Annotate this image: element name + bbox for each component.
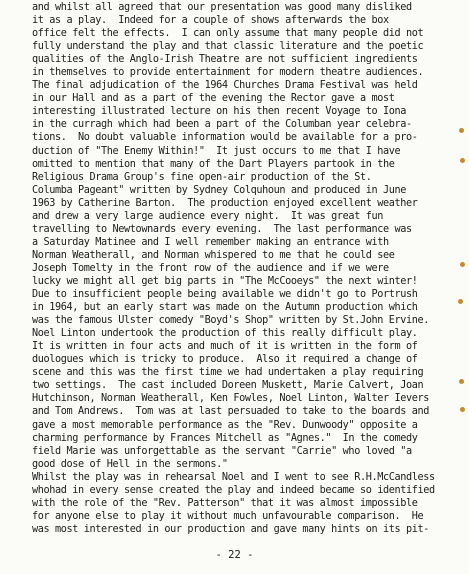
text-line: and whilst all agreed that our presentation was good many disliked: [32, 2, 412, 13]
text-line: Due to insufficient people being available we didn't go to Portrush: [32, 289, 418, 301]
text-line: tions. No doubt valuable information would be available for a pro-: [32, 132, 418, 144]
punch-hole-mark: [459, 128, 464, 133]
text-line: in our Hall and as a part of the evening the Rector gave a most: [32, 93, 395, 105]
text-line: qualities of the Anglo-Irish Theatre are not sufficient ingredients: [32, 54, 418, 66]
text-line: Joseph Tomelty in the front row of the audience and if we were: [32, 262, 389, 274]
text-line: in the curragh which had been a part of the Columban year celebra-: [32, 119, 412, 131]
text-line: Columba Pageant" written by Sydney Colquhoun and produced in June: [32, 184, 406, 196]
text-line: fully understand the play and that classic literature and the poetic: [32, 41, 424, 53]
text-line: it as a play. Indeed for a couple of shows afterwards the box: [32, 15, 389, 27]
page-number: - 22 -: [215, 549, 254, 561]
document-body: [32, 1, 462, 536]
text-line: a Saturday Matinee and I well remember making an entrance with: [32, 236, 389, 248]
text-line: whohad in every sense created the play and indeed became so identified: [32, 484, 435, 496]
text-line: for anyone else to play it without much unfavourable comparison. He: [32, 510, 424, 522]
text-line: The final adjudication of the 1964 Churches Drama Festival was held: [32, 80, 418, 92]
text-line: good dose of Hell in the sermons.": [32, 458, 228, 470]
text-line: Noel Linton undertook the production of this really difficult play.: [32, 328, 418, 340]
text-line: It is written in four acts and much of it is written in the form of: [32, 341, 418, 353]
text-line: 1963 by Catherine Barton. The production enjoyed excellent weather: [32, 197, 418, 209]
text-line: Norman Weatherall, and Norman whispered to me that he could see: [32, 249, 395, 261]
text-line: and Tom Andrews. Tom was at last persuaded to take to the boards and: [32, 406, 429, 418]
text-line: gave a most memorable performance as the "Rev. Dunwoody" opposite a: [32, 419, 418, 431]
text-line: office felt the effects. I can only assume that many people did not: [32, 28, 424, 40]
text-line: omitted to mention that many of the Dart Players partook in the: [32, 158, 395, 170]
text-line: in themselves to provide entertainment for modern theatre audiences.: [32, 67, 424, 79]
text-line: interesting illustrated lecture on his then recent Voyage to Iona: [32, 106, 406, 118]
text-line: was most interested in our production and gave many hints on its pit-: [32, 523, 429, 535]
text-line: Religious Drama Group's fine open-air production of the St.: [32, 171, 372, 183]
text-line: lucky we might all get big parts in "The McCooeys" the next winter!: [32, 275, 418, 287]
punch-hole-mark: [460, 407, 465, 412]
text-line: in 1964, but an early start was made on the Autumn production which: [32, 302, 418, 314]
punch-hole-mark: [459, 379, 464, 384]
text-line: charming performance by Frances Mitchell as "Agnes." In the comedy: [32, 432, 418, 444]
text-line: was the famous Ulster comedy "Boyd's Shop" written by St.John Ervine.: [32, 315, 429, 327]
text-line: field Marie was unforgettable as the servant "Carrie" who loved "a: [32, 445, 412, 457]
text-line: travelling to Newtownards every evening. The last performance was: [32, 223, 412, 235]
punch-hole-mark: [460, 158, 465, 163]
text-line: Whilst the play was in rehearsal Noel and I went to see R.H.McCandless: [32, 471, 435, 483]
text-line: scene and this was the first time we had undertaken a play requiring: [32, 367, 424, 379]
text-line: duologues which is tricky to produce. Also it required a change of: [32, 354, 418, 366]
text-line: duction of "The Enemy Within!" It just occurs to me that I have: [32, 145, 401, 157]
text-line: with the role of the "Rev. Patterson" that it was almost impossible: [32, 497, 418, 509]
punch-hole-mark: [458, 299, 463, 304]
text-line: two settings. The cast included Doreen Muskett, Marie Calvert, Joan: [32, 380, 424, 392]
text-line: Hutchinson, Norman Weatherall, Ken Fowles, Noel Linton, Walter Ievers: [32, 393, 429, 405]
text-line: and drew a very large audience every night. It was great fun: [32, 210, 383, 222]
punch-hole-mark: [460, 262, 465, 267]
